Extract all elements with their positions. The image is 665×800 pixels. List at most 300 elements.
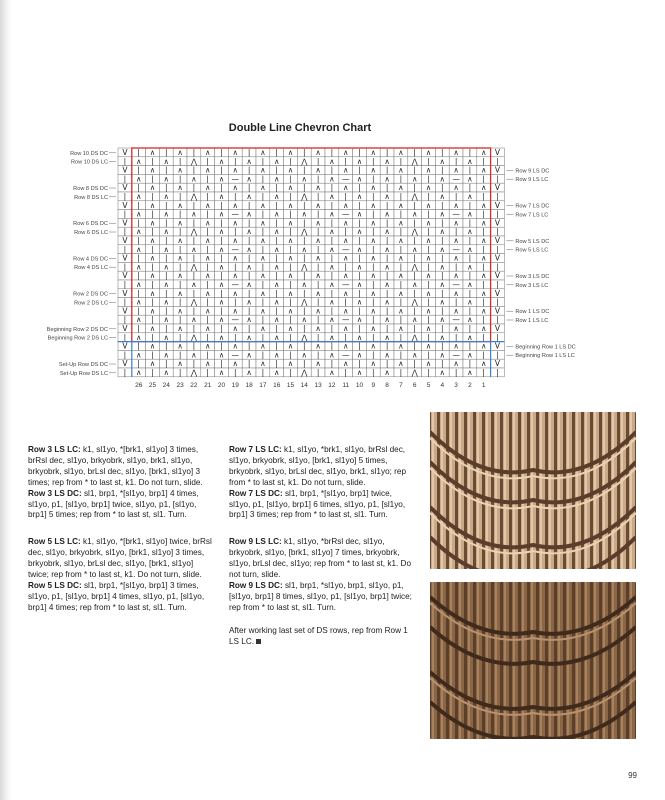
chart-symbol: |	[496, 244, 499, 254]
chart-symbol: |	[468, 236, 472, 245]
chart-symbol: ∧	[204, 359, 211, 369]
chart-symbol: ∧	[370, 218, 377, 228]
chart-symbol: ⋀	[411, 297, 418, 307]
chart-right-label: Row 1 LS LC	[515, 318, 549, 324]
chart-symbol: ∧	[135, 350, 142, 360]
chart-symbol: ∧	[177, 341, 183, 351]
chart-symbol: |	[344, 368, 347, 377]
chart-symbol: |	[206, 174, 209, 184]
chart-symbol: |	[482, 280, 485, 289]
chart-symbol: ∧	[439, 209, 446, 219]
chart-symbol: ∧	[480, 148, 487, 157]
chart-symbol: |	[123, 297, 127, 307]
chart-symbol: ∧	[246, 297, 252, 307]
chart-symbol: ∧	[342, 324, 349, 333]
chart-symbol: ∧	[301, 315, 308, 325]
chart-symbol: ∧	[398, 324, 404, 333]
chart-symbol: |	[468, 324, 472, 333]
chart-column-number: 16	[273, 381, 281, 389]
chart-symbol: ⋀	[190, 297, 197, 307]
chart-symbol: ∧	[411, 209, 418, 219]
chart-symbol: ∧	[218, 156, 225, 166]
chart-symbol: ∧	[411, 280, 418, 289]
chart-symbol: |	[137, 288, 140, 298]
chart-symbol: |	[220, 341, 223, 351]
chart-symbol: |	[358, 148, 361, 157]
chart-symbol: ∧	[315, 359, 321, 369]
chart-symbol: ∧	[273, 209, 280, 219]
chart-symbol: |	[468, 306, 472, 316]
chart-symbol: |	[261, 262, 265, 272]
chart-symbol: ∧	[232, 183, 239, 193]
chart-symbol: ∧	[149, 200, 156, 210]
chart-symbol: ∧	[191, 315, 197, 325]
chart-column-number: 10	[355, 381, 364, 389]
chart-symbol: ∧	[149, 288, 156, 298]
chart-symbol: ∧	[149, 183, 156, 193]
chart-symbol: ∧	[453, 359, 459, 369]
chart-symbol: V	[494, 341, 501, 351]
chart-symbol: |	[261, 332, 265, 342]
chart-symbol: ⋀	[411, 368, 418, 377]
chart-symbol: |	[151, 209, 154, 219]
chart-symbol: |	[468, 271, 472, 281]
chart-symbol: |	[247, 253, 251, 263]
chart-symbol: ∧	[425, 183, 432, 193]
chart-symbol: |	[165, 341, 168, 351]
chart-symbol: ∧	[177, 218, 183, 228]
chart-symbol: ∧	[342, 148, 349, 157]
chart-symbol: |	[178, 174, 182, 184]
chart-symbol: —	[341, 280, 350, 289]
chart-symbol: |	[399, 192, 403, 201]
chart-symbol: —	[231, 315, 240, 325]
chart-symbol: |	[413, 341, 416, 351]
chart-symbol: |	[137, 218, 140, 228]
chart-symbol: |	[413, 200, 416, 210]
chart-symbol: ∧	[315, 341, 321, 351]
chart-symbol: |	[372, 280, 375, 289]
chart-symbol: ⋀	[411, 192, 418, 201]
chart-column-number: 3	[454, 381, 458, 389]
chart-symbol: ∧	[398, 253, 404, 263]
chart-column-number: 9	[371, 381, 376, 389]
chart-column-number: 8	[385, 381, 389, 389]
chart-symbol: ∧	[204, 165, 211, 175]
chart-symbol: |	[330, 341, 334, 351]
chart-symbol: ∧	[246, 262, 252, 272]
chart-symbol: |	[496, 297, 499, 307]
instruction-row-3-ls-lc: Row 3 LS LC: k1, sl1yo, *[brk1, sl1yo] 3 times, brRsl dec, sl1yo, brkyobrk, sl1yo, brk1, sl1yo, brkyobrk, sl1yo, brLsl dec, sl1yo, [brk1, sl1yo] 3 times; rep from * to last st, k1. Do not turn, slide. Row 3 LS DC: sl1, brp1, *[sl1yo, brp1] 4 times, sl1yo, p1, [sl1yo, brp1] twice, sl1yo, p1, [sl1yo, brp1] 5 times; rep from * to last st, sl1. Turn.	[28, 445, 203, 520]
chart-symbol: ∧	[177, 165, 183, 175]
chart-symbol: |	[372, 350, 375, 360]
chart-symbol: ∧	[356, 227, 363, 237]
chart-symbol: |	[316, 280, 320, 289]
chart-symbol: |	[482, 368, 485, 377]
chart-symbol: |	[289, 315, 292, 325]
chart-symbol: |	[247, 148, 251, 157]
chart-symbol: ∧	[273, 192, 280, 201]
chart-symbol: |	[247, 236, 251, 245]
chart-symbol: ∧	[232, 288, 239, 298]
chart-symbol: ∧	[163, 227, 170, 237]
chart-right-label: Beginning Row 1 LS DC	[515, 344, 576, 351]
chart-symbol: ∧	[453, 236, 459, 245]
chart-symbol: |	[275, 359, 278, 369]
chart-symbol: ∧	[356, 280, 363, 289]
chart-symbol: ∧	[384, 192, 390, 201]
chart-symbol: |	[220, 271, 223, 281]
chart-symbol: |	[441, 288, 444, 298]
chart-symbol: |	[137, 253, 140, 263]
chart-symbol: ∧	[384, 156, 390, 166]
chart-symbol: |	[206, 156, 209, 166]
chart-symbol: |	[427, 262, 430, 272]
chart-symbol: ∧	[453, 271, 459, 281]
chart-symbol: |	[496, 156, 499, 166]
chart-symbol: ∧	[453, 253, 459, 263]
chart-symbol: |	[496, 209, 499, 219]
chart-symbol: |	[206, 280, 209, 289]
chart-symbol: ∧	[135, 315, 142, 325]
chart-symbol: ∧	[287, 359, 294, 369]
chart-symbol: ∧	[356, 368, 363, 377]
chart-symbol: —	[452, 280, 460, 289]
chart-symbol: |	[303, 359, 306, 369]
chart-symbol: ∧	[204, 324, 211, 333]
chart-column-number: 18	[245, 381, 253, 389]
chart-symbol: —	[231, 350, 240, 360]
chart-symbol: |	[289, 209, 292, 219]
chart-symbol: |	[344, 297, 347, 307]
chart-symbol: |	[358, 218, 361, 228]
chart-symbol: ∧	[260, 200, 266, 210]
chart-symbol: |	[123, 174, 127, 184]
chart-symbol: |	[289, 368, 292, 377]
chart-symbol: V	[122, 253, 128, 263]
chart-symbol: ∧	[384, 280, 390, 289]
chart-symbol: |	[178, 192, 182, 201]
chart-symbol: ∧	[287, 288, 294, 298]
chart-symbol: ∧	[329, 368, 335, 377]
chart-symbol: |	[261, 192, 265, 201]
chart-symbol: ∧	[260, 183, 266, 193]
chart-symbol: ∧	[425, 306, 432, 316]
chart-symbol: |	[372, 192, 375, 201]
chart-column-number: 14	[300, 381, 308, 389]
chart-symbol: |	[427, 280, 430, 289]
chart-symbol: ∧	[480, 236, 487, 245]
chart-symbol: |	[372, 262, 375, 272]
chart-symbol: |	[399, 174, 403, 184]
chart-symbol: |	[427, 315, 430, 325]
chart-symbol: ∧	[273, 227, 280, 237]
chart-symbol: |	[441, 218, 444, 228]
chart-symbol: |	[399, 368, 403, 377]
chart-symbol: ∧	[273, 350, 280, 360]
chart-symbol: ∧	[287, 271, 294, 281]
chart-column-number: 19	[231, 381, 239, 389]
chart-symbol: ∧	[370, 306, 377, 316]
chart-symbol: ∧	[356, 156, 363, 166]
chart-symbol: |	[330, 236, 334, 245]
chart-symbol: ∧	[163, 156, 170, 166]
chart-symbol: ∧	[370, 253, 377, 263]
chart-symbol: ∧	[135, 332, 142, 342]
right-text-column	[229, 445, 414, 664]
chart-symbol: |	[468, 148, 472, 157]
chart-symbol: |	[151, 368, 154, 377]
chart-symbol: ∧	[177, 271, 183, 281]
chart-symbol: —	[452, 244, 460, 254]
chart-symbol: |	[178, 244, 182, 254]
chart-symbol: ∧	[218, 315, 225, 325]
chart-symbol: ∧	[204, 271, 211, 281]
chart-symbol: |	[413, 271, 416, 281]
chart-symbol: ∧	[329, 297, 335, 307]
chart-symbol: |	[275, 253, 278, 263]
chart-symbol: ∧	[301, 244, 308, 254]
chart-symbol: |	[261, 297, 265, 307]
chart-symbol: |	[468, 218, 472, 228]
chart-symbol: |	[496, 332, 499, 342]
chart-symbol: |	[123, 368, 127, 377]
chart-symbol: |	[358, 200, 361, 210]
chart-symbol: ∧	[425, 288, 432, 298]
chart-symbol: |	[399, 209, 403, 219]
chart-left-label: Row 6 DS LC	[74, 230, 108, 236]
chart-symbol: ∧	[425, 218, 432, 228]
chart-symbol: |	[316, 332, 320, 342]
chart-symbol: |	[385, 288, 389, 298]
chart-symbol: ⋀	[301, 227, 308, 237]
chart-symbol: ∧	[315, 324, 321, 333]
chart-symbol: |	[123, 192, 127, 201]
chart-symbol: |	[482, 174, 485, 184]
chart-symbol: ∧	[329, 227, 335, 237]
chart-symbol: ∧	[135, 262, 142, 272]
chart-symbol: |	[289, 156, 292, 166]
chart-symbol: |	[441, 359, 444, 369]
chart-symbol: ∧	[204, 218, 211, 228]
chart-symbol: |	[289, 227, 292, 237]
chart-column-number: 4	[440, 381, 445, 389]
chart-column-number: 26	[135, 381, 143, 389]
chart-symbol: |	[372, 244, 375, 254]
chart-symbol: ∧	[439, 368, 446, 377]
chart-symbol: ∧	[411, 244, 418, 254]
chart-symbol: |	[165, 200, 168, 210]
chart-symbol: |	[206, 350, 209, 360]
chart-symbol: ∧	[204, 341, 211, 351]
chart-symbol: ∧	[149, 271, 156, 281]
chart-symbol: V	[122, 306, 128, 316]
chart-symbol: ∧	[287, 218, 294, 228]
chart-symbol: ∧	[273, 156, 280, 166]
chart-column-number: 24	[162, 381, 170, 389]
chart-symbol: |	[137, 359, 140, 369]
chart-symbol: |	[303, 271, 306, 281]
chart-symbol: |	[427, 227, 430, 237]
chart-symbol: ∧	[232, 236, 239, 245]
chart-symbol: ∧	[177, 359, 183, 369]
chart-symbol: |	[192, 253, 196, 263]
chart-left-label: Set-Up Row DS LC	[59, 370, 108, 377]
chart-symbol: ∧	[342, 165, 349, 175]
chart-symbol: ∧	[342, 359, 349, 369]
chart-symbol: |	[496, 262, 499, 272]
chart-symbol: ∧	[204, 200, 211, 210]
chart-symbol: —	[452, 315, 460, 325]
chart-symbol: |	[330, 288, 334, 298]
chart-symbol: |	[247, 165, 251, 175]
chart-symbol: ∧	[163, 262, 170, 272]
chart-symbol: ∧	[370, 236, 377, 245]
chart-symbol: ∧	[329, 174, 335, 184]
chart-symbol: |	[413, 253, 416, 263]
chart-symbol: |	[399, 227, 403, 237]
chart-symbol: |	[358, 324, 361, 333]
chart-symbol: ∧	[425, 359, 432, 369]
chart-symbol: |	[275, 183, 278, 193]
chart-symbol: |	[496, 192, 499, 201]
chart-symbol: ∧	[425, 236, 432, 245]
chart-symbol: |	[165, 271, 168, 281]
chart-symbol: |	[151, 192, 154, 201]
chart-symbol: ∧	[467, 332, 473, 342]
chart-symbol: V	[122, 341, 128, 351]
chart-symbol: |	[151, 262, 154, 272]
chart-symbol: ∧	[329, 332, 335, 342]
chart-symbol: |	[468, 183, 472, 193]
chart-symbol: |	[234, 332, 237, 342]
chart-symbol: |	[151, 174, 154, 184]
chart-symbol: ∧	[163, 315, 170, 325]
chart-symbol: ∧	[315, 271, 321, 281]
chart-symbol: ∧	[370, 165, 377, 175]
chart-symbol: |	[358, 306, 361, 316]
chart-symbol: ∧	[218, 262, 225, 272]
chart-symbol: ⋀	[190, 368, 197, 377]
chart-symbol: |	[330, 359, 334, 369]
chart-symbol: |	[385, 236, 389, 245]
chart-symbol: |	[344, 332, 347, 342]
chart-symbol: ⋀	[190, 192, 197, 201]
chart-symbol: ∧	[232, 165, 239, 175]
chart-symbol: ∧	[356, 262, 363, 272]
chart-symbol: ⋀	[190, 227, 197, 237]
page-number: 99	[628, 771, 637, 780]
chart-symbol: |	[413, 306, 416, 316]
left-text-column	[28, 445, 216, 630]
chart-symbol: |	[399, 280, 403, 289]
light-swatch-photo	[430, 412, 636, 569]
chart-left-label: Row 8 DS LC	[74, 194, 108, 201]
chart-symbol: ∧	[453, 288, 459, 298]
chart-column-number: 2	[468, 381, 472, 389]
chart-symbol: |	[206, 315, 209, 325]
chart-symbol: |	[441, 324, 444, 333]
chart-symbol: |	[151, 350, 154, 360]
chart-symbol: ∧	[315, 148, 321, 157]
chart-symbol: |	[427, 156, 430, 166]
chart-symbol: ∧	[287, 148, 294, 157]
chart-symbol: ∧	[480, 288, 487, 298]
chart-symbol: V	[494, 236, 501, 245]
chart-symbol: |	[413, 183, 416, 193]
chart-symbol: ∧	[232, 359, 239, 369]
chart-column-number: 25	[148, 381, 157, 389]
chart-symbol: ∧	[246, 174, 252, 184]
chart-symbol: ∧	[232, 148, 239, 157]
chart-symbol: ∧	[439, 332, 446, 342]
chart-left-label: Row 10 DS LC	[71, 159, 108, 166]
chart-symbol: |	[220, 183, 223, 193]
chart-symbol: |	[330, 271, 334, 281]
chart-symbol: |	[234, 262, 237, 272]
chart-symbol: ∧	[411, 350, 418, 360]
chart-symbol: ∧	[218, 297, 225, 307]
chart-symbol: |	[330, 165, 334, 175]
chart-symbol: |	[275, 148, 278, 157]
chart-symbol: ∧	[287, 253, 294, 263]
chart-symbol: ∧	[232, 218, 239, 228]
chart-symbol: |	[316, 156, 320, 166]
chart-symbol: V	[122, 165, 128, 175]
chart-symbol: ∧	[218, 209, 225, 219]
chart-grid	[118, 148, 504, 377]
chart-symbol: |	[413, 218, 416, 228]
chart-symbol: ∧	[439, 315, 446, 325]
chart-symbol: |	[261, 174, 265, 184]
chart-column-number: 22	[190, 381, 198, 389]
chart-left-label: Row 2 DS LC	[74, 300, 108, 307]
chart-symbol: ∧	[480, 324, 487, 333]
chart-symbol: ∧	[163, 192, 170, 201]
chart-symbol: ∧	[439, 227, 446, 237]
chart-symbol: ∧	[204, 288, 211, 298]
chart-symbol: |	[427, 174, 430, 184]
chart-column-number: 13	[314, 381, 322, 389]
chart-right-label: Row 3 LS DC	[515, 274, 550, 280]
chart-symbol: |	[289, 332, 292, 342]
chart-symbol: ∧	[467, 315, 473, 325]
chart-symbol: |	[330, 183, 334, 193]
chart-left-label: Row 6 DS DC	[73, 221, 108, 228]
chart-symbol: |	[316, 368, 320, 377]
chart-symbol: |	[151, 280, 154, 289]
chart-symbol: |	[261, 227, 265, 237]
chart-symbol: |	[427, 244, 430, 254]
chart-symbol: |	[151, 315, 154, 325]
chart-symbol: |	[151, 156, 154, 166]
instruction-row-9-ls: Row 9 LS LC: k1, sl1yo, *brRsl dec, sl1yo, brkyobrk, sl1yo, [brk1, sl1yo] 7 times, brkyobrk, sl1yo, brLsl dec, sl1yo; rep from * to last st, k1. Do not turn, slide. Row 9 LS DC: sl1, brp1, *sl1yo, brp1, sl1yo, p1, [sl1yo, brp1] 8 times, sl1yo, p1, [sl1yo, brp1] twice; rep from * to last st, sl1. Turn.	[229, 537, 412, 612]
chart-symbol: |	[358, 253, 361, 263]
chart-symbol: ∧	[329, 244, 335, 254]
chart-column-number: 21	[204, 381, 212, 389]
chart-symbol: V	[122, 148, 128, 157]
chart-symbol: |	[192, 165, 196, 175]
chart-symbol: |	[316, 297, 320, 307]
chart-symbol: V	[494, 271, 501, 281]
chart-symbol: ∧	[439, 297, 446, 307]
chart-symbol: |	[247, 288, 251, 298]
instruction-row-5-ls: Row 5 LS LC: k1, sl1yo, *[brk1, sl1yo] twice, brRsl dec, sl1yo, brkyobrk, sl1yo, [brk1, sl1yo] 3 times, brkyobrk, sl1yo, brLsl dec, sl1yo, [brk1, sl1yo] twice; rep from * to last st, k1. Do not turn, slide. Row 5 LS DC: sl1, brp1, *[sl1yo, brp1] 3 times, sl1yo, p1, [sl1yo, brp1] 4 times, sl1yo, p1, [sl1yo, brp1] 4 times; rep from * to last st, sl1. Turn.	[28, 537, 212, 612]
chart-symbol: |	[151, 297, 154, 307]
chart-symbol: |	[344, 156, 347, 166]
chart-symbol: ∧	[163, 209, 170, 219]
chart-symbol: ∧	[287, 165, 294, 175]
